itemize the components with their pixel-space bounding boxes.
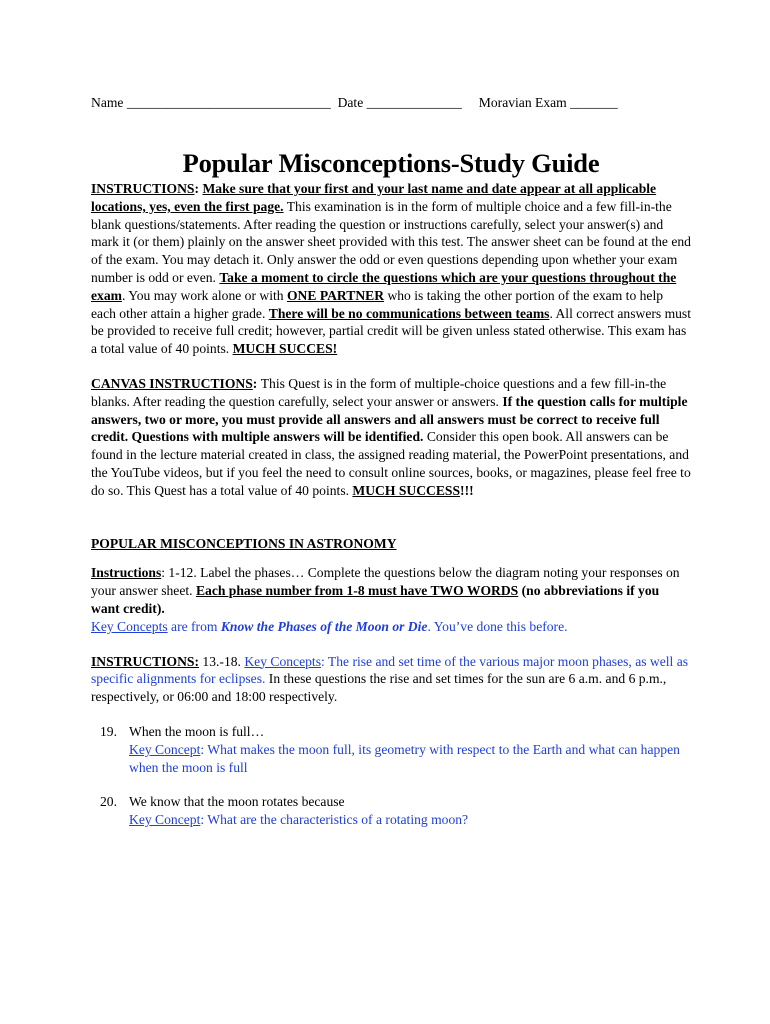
key-concept-link[interactable]: Key Concept — [129, 812, 201, 828]
canvas-text-2: Consider this open book. All answers can be found in the lecture material created in class, the assigned reading material, the PowerPoint presentations, and the YouTube videos, but if you feel the need to consult online sources, books, or magazines, please feel free to do so. This Quest has a total value of 40 points. — [91, 429, 691, 498]
question-20 — [91, 793, 691, 829]
question-number: 19. — [100, 723, 117, 739]
instructions-text-1: This examination is in the form of multiple choice and a few fill-in-the blank questions/statements. After reading the question or instructions carefully, select your answer(s) and mark it (or them) plainly on the answer sheet provided with this test. The answer sheet can be found at the end of the exam. You may detach it. Only answer the odd or even questions depending upon whether your exam number is odd or even. — [91, 198, 691, 285]
key-concepts-text-1: are from — [167, 618, 221, 634]
multiple-answers-note: If the question calls for multiple answers, two or more, you must provide all answers and all answers must be correct to receive full credit. Questions with multiple answers will be identified. — [91, 393, 688, 445]
instructions-colon: : — [194, 181, 203, 196]
question-text: We know that the moon rotates because — [129, 794, 345, 810]
phases-text-1: : 1-12. Label the phases… Complete the questions below the diagram noting your responses on your answer sheet. — [91, 565, 680, 599]
key-concepts-link[interactable]: Key Concepts — [91, 618, 168, 634]
date-field: Date ______________ — [337, 95, 462, 110]
question-text: When the moon is full… — [129, 723, 265, 739]
question-number: 20. — [100, 794, 117, 810]
exam-field: Moravian Exam _______ — [478, 95, 618, 110]
key-concepts-text-2: . You’ve done this before. — [427, 618, 568, 634]
canvas-text-1: This Quest is in the form of multiple-choice questions and a few fill-in-the blanks. After reading the question carefully, select your answer or answers. — [91, 375, 667, 409]
key-concepts-link-2[interactable]: Key Concepts — [244, 653, 321, 669]
name-date-note: Make sure that your first and your last name and date appear at all applicable locations, yes, even the first page. — [91, 181, 657, 214]
phases-instructions — [91, 564, 691, 635]
no-communications-note: There will be no communications between teams — [268, 305, 550, 321]
one-partner-note: ONE PARTNER — [286, 287, 385, 303]
instructions-text-2: . You may work alone or with — [121, 287, 287, 303]
instructions-label: INSTRUCTIONS — [91, 181, 195, 196]
name-field: Name ______________________________ — [91, 95, 331, 110]
phases-source-title: Know the Phases of the Moon or Die — [220, 618, 428, 634]
key-concept-text: : What makes the moon full, its geometry with respect to the Earth and what can happen when the moon is full — [129, 741, 680, 775]
canvas-instructions-paragraph — [91, 375, 691, 500]
document-page — [91, 94, 691, 846]
instructions-text-4: . All correct answers must be provided to receive full credit; however, partial credit will be given unless stated otherwise. This exam has a total value of 40 points. — [91, 305, 692, 357]
rise-set-instructions — [91, 653, 691, 706]
instructions2-text-2: In these questions the rise and set times for the sun are 6 a.m. and 6 p.m., respectively, or 06:00 and 18:00 respectively. — [91, 671, 667, 705]
section-heading: POPULAR MISCONCEPTIONS IN ASTRONOMY — [91, 535, 397, 551]
canvas-colon: : — [252, 375, 261, 391]
instructions2-text-1: 13.-18. — [199, 653, 245, 669]
key-concept-text: : What are the characteristics of a rotating moon? — [200, 812, 469, 828]
question-list — [91, 723, 691, 829]
page-title: Popular Misconceptions-Study Guide — [182, 148, 600, 178]
instructions2-label: INSTRUCTIONS: — [91, 653, 200, 669]
success-note: MUCH SUCCES! — [232, 341, 338, 357]
instructions-text-3: who is taking the other portion of the exam to help each other attain a higher grade. — [91, 287, 664, 321]
canvas-label: CANVAS INSTRUCTIONS — [91, 375, 253, 391]
key-concepts-text-3: : The rise and set time of the various major moon phases, as well as specific alignments for eclipses. — [91, 653, 689, 687]
abbreviations-note: (no abbreviations if you want credit). — [91, 583, 660, 616]
two-words-note: Each phase number from 1-8 must have TWO WORDS — [195, 583, 519, 599]
key-concept-link[interactable]: Key Concept — [129, 741, 201, 757]
phases-label: Instructions — [91, 565, 162, 581]
instructions-paragraph — [91, 180, 691, 358]
header-fields — [91, 94, 691, 114]
circle-questions-note: Take a moment to circle the questions which are your questions throughout the exam — [91, 269, 677, 303]
canvas-exclaim: !!! — [460, 482, 474, 498]
question-19 — [91, 723, 691, 776]
canvas-success-note: MUCH SUCCESS — [352, 482, 461, 498]
